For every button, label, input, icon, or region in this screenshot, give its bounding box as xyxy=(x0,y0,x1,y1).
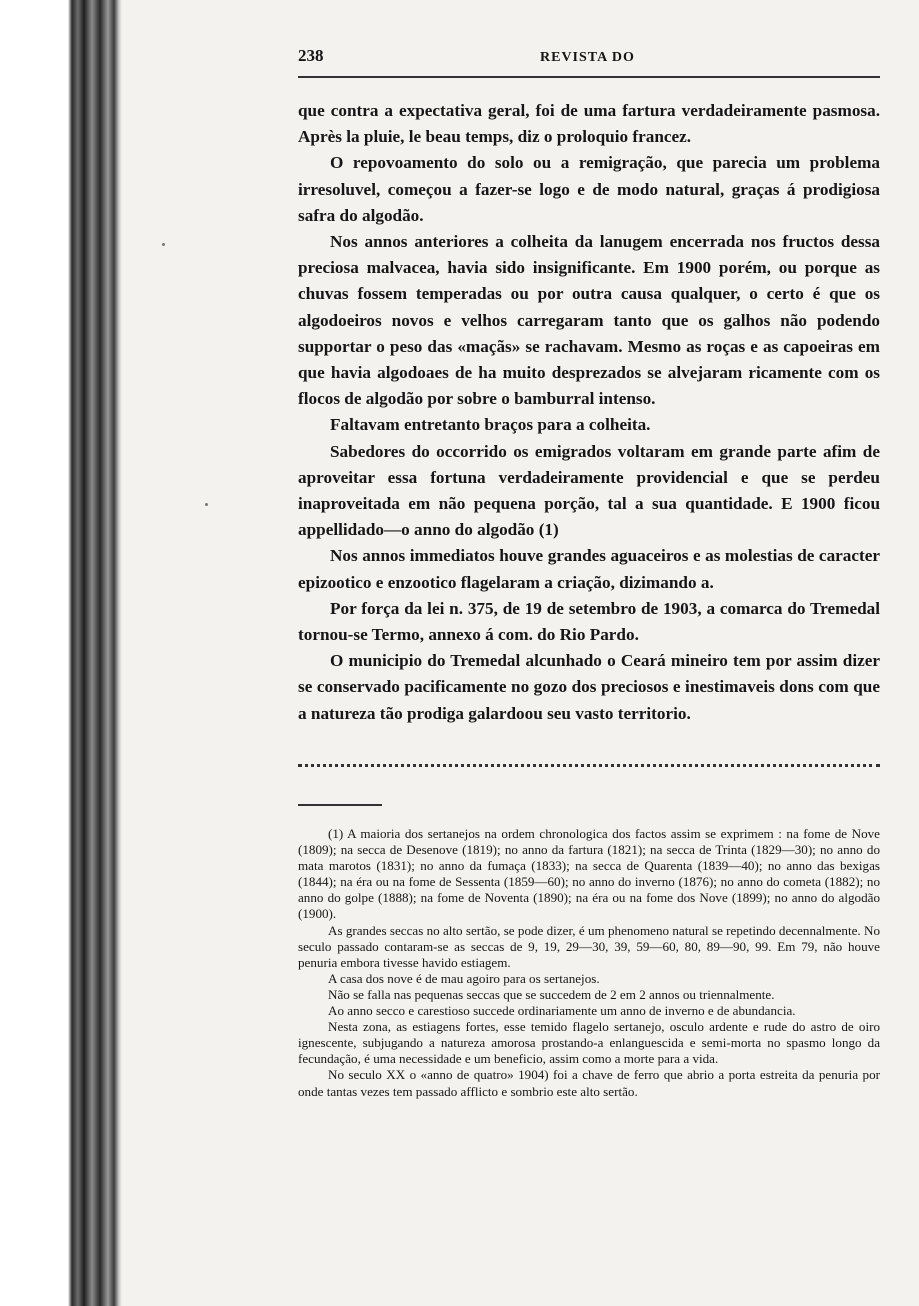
book-spine xyxy=(0,0,122,1306)
dotted-separator xyxy=(298,764,880,777)
footnote-paragraph: Nesta zona, as estiagens fortes, esse temido flagelo sertanejo, osculo ardente e rude do astro de oiro ignescente, subjugando a natureza amorosa prostando-a enlanguescida e semi-morta no spasmo longo da fecundação, é uma necessidade e um beneficio, assim como a morte para a vida. xyxy=(298,1019,880,1067)
margin-speck xyxy=(205,503,208,506)
margin-speck xyxy=(162,243,165,246)
page-header xyxy=(298,42,880,72)
footnote-paragraph: A casa dos nove é de mau agoiro para os sertanejos. xyxy=(328,970,600,986)
paragraph: O municipio do Tremedal alcunhado o Ceará mineiro tem por assim dizer se conservado pacificamente no gozo dos preciosos e inestimaveis dons com que a natureza tão prodiga galardoou seu vasto territorio. xyxy=(298,651,880,723)
footnote-paragraph: (1) A maioria dos sertanejos na ordem chronologica dos factos assim se exprimem : na fome de Nove (1809); na secca de Desenove (1819); no anno da fartura (1821); na secca de Trinta (1829—30); no anno do mata marotos (1831); no anno da fumaça (1833); na secca de Quarenta (1839—40); no anno das bexigas (1844); na éra ou na fome de Sessenta (1859—60); no anno do inverno (1876); no anno do cometa (1882); no anno do golpe (1888); na fome de Noventa (1890); na éra ou na fome dos Nove (1899); no anno do algodão (1900). xyxy=(298,826,880,922)
footnote-paragraph: As grandes seccas no alto sertão, se pode dizer, é um phenomeno natural se repetindo decennalmente. No seculo passado contaram-se as seccas de 9, 19, 29—30, 39, 59—60, 80, 89—90, 99. Em 79, não houve penuria embora tivesse havido estiagem. xyxy=(298,922,880,970)
paragraph: Faltavam entretanto braços para a colheita. xyxy=(330,415,651,435)
paragraph: O repovoamento do solo ou a remigração, que parecia um problema irresoluvel, começou a fazer-se logo e de modo natural, graças á prodigiosa safra do algodão. xyxy=(298,153,880,225)
header-rule xyxy=(298,76,880,78)
page-number: 238 xyxy=(298,46,324,65)
footnote-rule xyxy=(298,804,382,806)
paragraph: que contra a expectativa geral, foi de uma fartura verdadeiramente pasmosa. Après la pluie, le beau temps, diz o proloquio francez. xyxy=(298,101,880,147)
paragraph: Por força da lei n. 375, de 19 de setembro de 1903, a comarca do Tremedal tornou-se Termo, annexo á com. do Rio Pardo. xyxy=(298,598,880,645)
paragraph: Sabedores do occorrido os emigrados voltaram em grande parte afim de aproveitar essa fortuna verdadeiramente providencial e que se perdeu inaproveitada em não pequena porção, tal a sua quantidade. E 1900 ficou appellidado—o anno do algodão (1) xyxy=(298,441,880,540)
footnote-paragraph: No seculo XX o «anno de quatro» 1904) foi a chave de ferro que abrio a porta estreita da penuria por onde tantas vezes tem passado afflicto e sombrio este alto sertão. xyxy=(298,1067,880,1099)
paragraph: Nos annos anteriores a colheita da lanugem encerrada nos fructos dessa preciosa malvacea, havia sido insignificante. Em 1900 porém, ou porque as chuvas fossem temperadas ou por outra causa qualquer, o certo é que os algodoeiros novos e velhos carregaram tanto que os galhos não podendo supportar o peso das «maçãs» se rachavam. Mesmo as roças e as capoeiras em que havia algodoaes de ha muito desprezados se alvejaram ricamente com os flocos de algodão por sobre o bamburral intenso. xyxy=(298,232,880,409)
footnotes xyxy=(298,826,880,1100)
paragraph: Nos annos immediatos houve grandes aguaceiros e as molestias de caracter epizootico e enzootico flagelaram a criação, dizimando a. xyxy=(298,546,880,592)
main-text xyxy=(298,98,880,727)
footnote-paragraph: Não se falla nas pequenas seccas que se succedem de 2 em 2 annos ou triennalmente. xyxy=(328,986,775,1002)
footnote-paragraph: Ao anno secco e carestioso succede ordinariamente um anno de inverno e de abundancia. xyxy=(328,1003,796,1019)
running-head: REVISTA DO xyxy=(540,50,635,65)
